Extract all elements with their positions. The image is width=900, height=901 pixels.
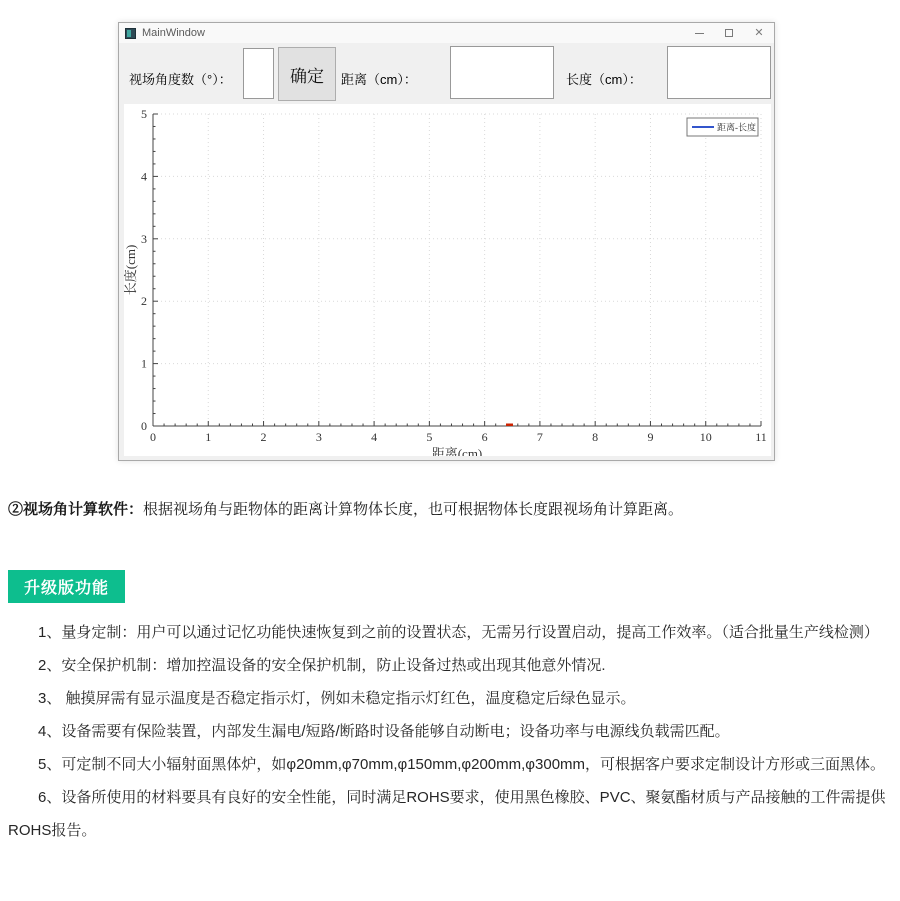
feature-item: 5、可定制不同大小辐射面黑体炉，如φ20mm,φ70mm,φ150mm,φ200mm,φ300mm，可根据客户要求定制设计方形或三面黑体。	[38, 756, 886, 773]
features-list	[8, 616, 894, 847]
close-button[interactable]	[744, 23, 774, 43]
tick-labels	[141, 107, 767, 444]
legend	[687, 118, 758, 136]
main-window	[118, 22, 775, 461]
description	[8, 498, 892, 522]
description-title: ②视场角计算软件：	[8, 501, 144, 518]
svg-text:0: 0	[150, 430, 156, 444]
svg-text:2: 2	[141, 294, 147, 309]
distance-input[interactable]	[451, 47, 553, 98]
window-controls	[684, 23, 774, 43]
feature-item: 1、量身定制：用户可以通过记忆功能快速恢复到之前的设置状态，无需另行设置启动，提高工作效率。（适合批量生产线检测）	[38, 624, 879, 641]
grid	[153, 114, 761, 426]
svg-text:0: 0	[141, 419, 147, 433]
feature-item: 6、设备所使用的材料要具有良好的安全性能，同时满足ROHS要求，使用黑色橡胶、PVC、聚氨酯材质与产品接触的工件需提供ROHS报告。	[8, 789, 886, 839]
length-label: 长度（cm）：	[566, 72, 642, 87]
data-marker	[506, 424, 513, 427]
svg-text:3: 3	[141, 231, 147, 246]
minimize-icon	[695, 33, 704, 34]
svg-text:3: 3	[315, 430, 322, 444]
distance-input-box	[450, 46, 554, 99]
svg-text:4: 4	[371, 430, 378, 444]
svg-text:1: 1	[141, 356, 147, 371]
maximize-button[interactable]	[714, 23, 744, 43]
svg-text:2: 2	[260, 430, 267, 444]
axes	[153, 114, 761, 426]
upgrade-badge: 升级版功能	[8, 570, 125, 603]
feature-item: 3、 触摸屏需有显示温度是否稳定指示灯，例如未稳定指示灯红色，温度稳定后绿色显示。	[38, 690, 636, 707]
chart-svg	[124, 104, 771, 456]
svg-text:4: 4	[141, 169, 147, 184]
toolbar	[119, 43, 774, 104]
svg-text:1: 1	[205, 430, 212, 444]
x-axis-label: 距离(cm)	[431, 446, 483, 456]
svg-text:11: 11	[755, 430, 767, 444]
fov-input-box	[243, 48, 274, 99]
svg-text:10: 10	[699, 430, 712, 444]
svg-text:7: 7	[536, 430, 543, 444]
minimize-button[interactable]	[684, 23, 714, 43]
svg-text:5: 5	[426, 430, 433, 444]
close-icon: ✕	[754, 26, 764, 39]
svg-text:6: 6	[481, 430, 488, 444]
confirm-button[interactable]: 确定	[278, 47, 336, 101]
svg-text:5: 5	[141, 107, 147, 121]
chart	[124, 104, 771, 456]
title-bar[interactable]	[119, 23, 774, 43]
window-title: MainWindow	[142, 27, 205, 39]
length-input[interactable]	[668, 47, 770, 98]
y-axis-label: 长度(cm)	[124, 244, 138, 296]
ticks	[153, 114, 761, 426]
svg-text:8: 8	[592, 430, 599, 444]
length-input-box	[667, 46, 771, 99]
window-icon	[125, 28, 136, 39]
feature-item: 2、安全保护机制：增加控温设备的安全保护机制，防止设备过热或出现其他意外情况.	[38, 657, 606, 674]
description-text: 根据视场角与距物体的距离计算物体长度，也可根据物体长度跟视场角计算距离。	[143, 501, 684, 518]
feature-item: 4、设备需要有保险装置，内部发生漏电/短路/断路时设备能够自动断电；设备功率与电源线负载需匹配。	[38, 723, 730, 740]
fov-input[interactable]	[244, 49, 273, 98]
fov-label: 视场角度数（°）：	[129, 72, 232, 87]
svg-text:9: 9	[647, 430, 654, 444]
svg-text:距离-长度: 距离-长度	[717, 122, 756, 133]
maximize-icon	[725, 29, 733, 37]
distance-label: 距离（cm）：	[341, 72, 417, 87]
